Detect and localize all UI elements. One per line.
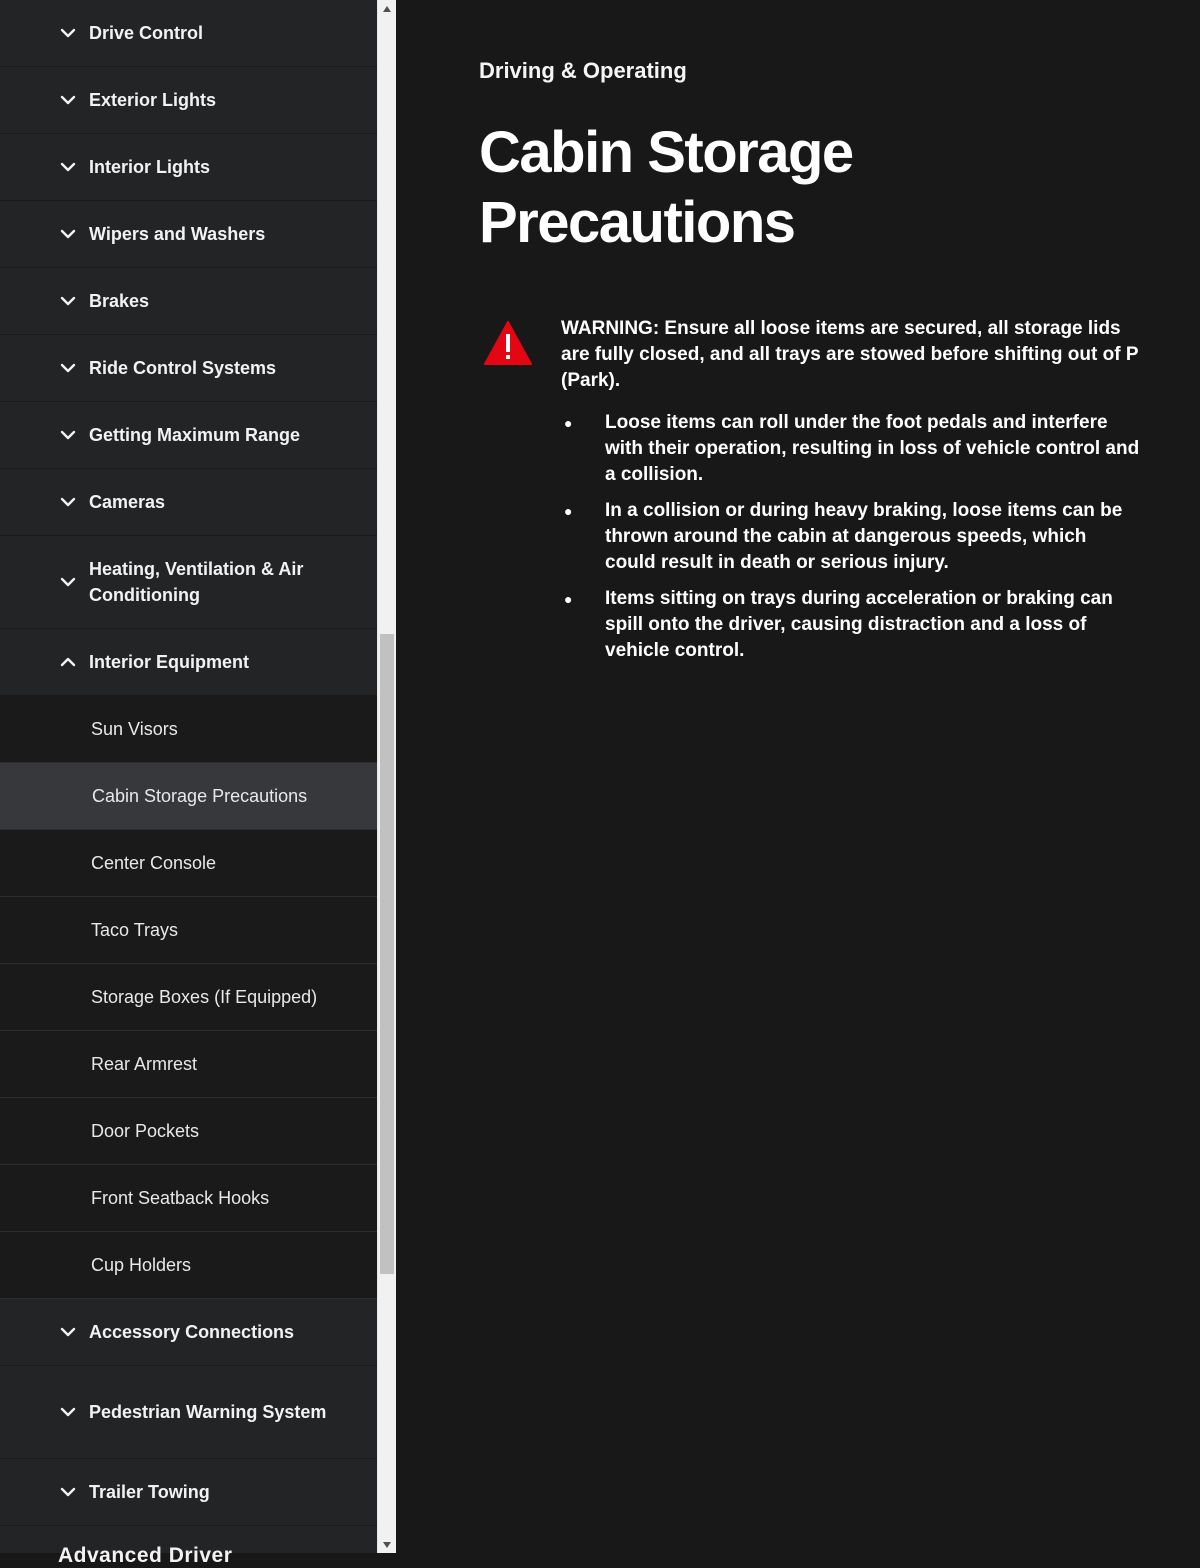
- sidebar-section-drive-control[interactable]: [0, 0, 377, 67]
- sidebar-item-storage-boxes-if-equipped[interactable]: [0, 964, 377, 1031]
- warning-bullet-text: In a collision or during heavy braking, loose items can be thrown around the cabin at dangerous speeds, which could result in death or serious injury.: [605, 500, 1123, 573]
- chevron-down-icon: [58, 425, 78, 445]
- chevron-down-icon: [58, 358, 78, 378]
- sections-after: [0, 1299, 377, 1526]
- sidebar-item-cabin-storage-precautions[interactable]: [0, 763, 377, 830]
- sidebar-section-label: Trailer Towing: [89, 1482, 210, 1502]
- sidebar-section-pedestrian-warning-system[interactable]: [0, 1366, 377, 1459]
- sidebar-section-heating-ventilation-air-conditioning[interactable]: [0, 536, 377, 629]
- sidebar-scrollbar[interactable]: [377, 0, 396, 1553]
- sidebar-section-label: Brakes: [89, 291, 150, 311]
- bullet-icon: ●: [564, 415, 573, 431]
- sidebar-item-front-seatback-hooks[interactable]: [0, 1165, 377, 1232]
- sections-before: [0, 0, 377, 629]
- sidebar-item-label: Front Seatback Hooks: [91, 1187, 270, 1208]
- sidebar-item-taco-trays[interactable]: [0, 897, 377, 964]
- sidebar-item-rear-armrest[interactable]: [0, 1031, 377, 1098]
- sidebar-item-label: Sun Visors: [91, 718, 178, 739]
- warning-bullet-text: Loose items can roll under the foot pedals and interfere with their operation, resulting in loss of vehicle control and a collision.: [605, 412, 1140, 485]
- sidebar-section-label: Drive Control: [89, 23, 204, 43]
- sidebar-section-wipers-and-washers[interactable]: [0, 201, 377, 268]
- chevron-down-icon: [58, 1322, 78, 1342]
- scroll-down-arrow-icon[interactable]: [378, 1536, 396, 1553]
- sidebar-section-label: Getting Maximum Range: [89, 425, 301, 445]
- chevron-down-icon: [58, 1402, 78, 1422]
- sidebar-section-cameras[interactable]: [0, 469, 377, 536]
- sidebar-section-label: Cameras: [89, 492, 166, 512]
- sidebar-item-center-console[interactable]: [0, 830, 377, 897]
- warning-bullet-text: Items sitting on trays during acceleration or braking can spill onto the driver, causing distraction and a loss of vehicle control.: [605, 588, 1113, 661]
- sidebar-item-sun-visors[interactable]: [0, 696, 377, 763]
- sidebar-section-interior-lights[interactable]: [0, 134, 377, 201]
- sidebar-section-label: Ride Control Systems: [89, 358, 277, 378]
- chevron-up-icon: [58, 652, 78, 672]
- sidebar-section-label: Heating, Ventilation & Air Conditioning: [89, 559, 304, 605]
- sidebar-item-label: Cup Holders: [91, 1254, 192, 1275]
- warning-bullet: [561, 498, 1141, 576]
- chevron-down-icon: [58, 157, 78, 177]
- sidebar-section-interior-equipment[interactable]: [0, 629, 377, 696]
- chevron-down-icon: [58, 1482, 78, 1502]
- sidebar-nav: [0, 0, 377, 1567]
- chevron-down-icon: [58, 492, 78, 512]
- main-content: [396, 0, 1200, 1553]
- page-title: Cabin Storage Precautions: [479, 120, 853, 255]
- warning-bullet: [561, 410, 1141, 488]
- sidebar-section-brakes[interactable]: [0, 268, 377, 335]
- chevron-down-icon: [58, 90, 78, 110]
- sidebar-section-ride-control-systems[interactable]: [0, 335, 377, 402]
- scrollbar-thumb[interactable]: [380, 634, 394, 1274]
- sidebar-section-getting-maximum-range[interactable]: [0, 402, 377, 469]
- next-group-title[interactable]: Advanced Driver: [58, 1544, 233, 1567]
- sidebar-item-label: Door Pockets: [91, 1120, 200, 1141]
- sidebar-item-door-pockets[interactable]: [0, 1098, 377, 1165]
- sidebar-section-exterior-lights[interactable]: [0, 67, 377, 134]
- sidebar-section-label: Wipers and Washers: [89, 224, 266, 244]
- chevron-down-icon: [58, 23, 78, 43]
- warning-bullet: [561, 586, 1141, 664]
- sidebar-item-label: Rear Armrest: [91, 1053, 198, 1074]
- chevron-down-icon: [58, 572, 78, 592]
- warning-block: [561, 316, 1141, 674]
- sidebar-section-accessory-connections[interactable]: [0, 1299, 377, 1366]
- sidebar-section-label: Interior Equipment: [89, 652, 250, 672]
- sidebar-item-label: Taco Trays: [91, 919, 179, 940]
- warning-text: WARNING: Ensure all loose items are secured, all storage lids are fully closed, and all trays are stowed before shifting out of P (Park).: [561, 318, 1139, 391]
- sidebar-section-trailer-towing[interactable]: [0, 1459, 377, 1526]
- chevron-down-icon: [58, 291, 78, 311]
- sub-items-list: [0, 696, 377, 1299]
- sidebar-item-label: Center Console: [91, 852, 217, 873]
- sidebar-item-cup-holders[interactable]: [0, 1232, 377, 1299]
- sidebar-section-label: Accessory Connections: [89, 1322, 295, 1342]
- bullet-icon: ●: [564, 591, 573, 607]
- warning-bullet-list: [561, 410, 1141, 664]
- sidebar-item-label: Storage Boxes (If Equipped): [91, 986, 318, 1007]
- warning-triangle-icon: [483, 320, 533, 366]
- breadcrumb[interactable]: Driving & Operating: [479, 58, 687, 83]
- sidebar-section-label: Pedestrian Warning System: [89, 1402, 327, 1422]
- sidebar-item-label: Cabin Storage Precautions: [92, 785, 308, 806]
- sidebar-section-label: Exterior Lights: [89, 90, 217, 110]
- scroll-up-arrow-icon[interactable]: [378, 0, 396, 17]
- chevron-down-icon: [58, 224, 78, 244]
- sidebar-section-label: Interior Lights: [89, 157, 210, 177]
- bullet-icon: ●: [564, 503, 573, 519]
